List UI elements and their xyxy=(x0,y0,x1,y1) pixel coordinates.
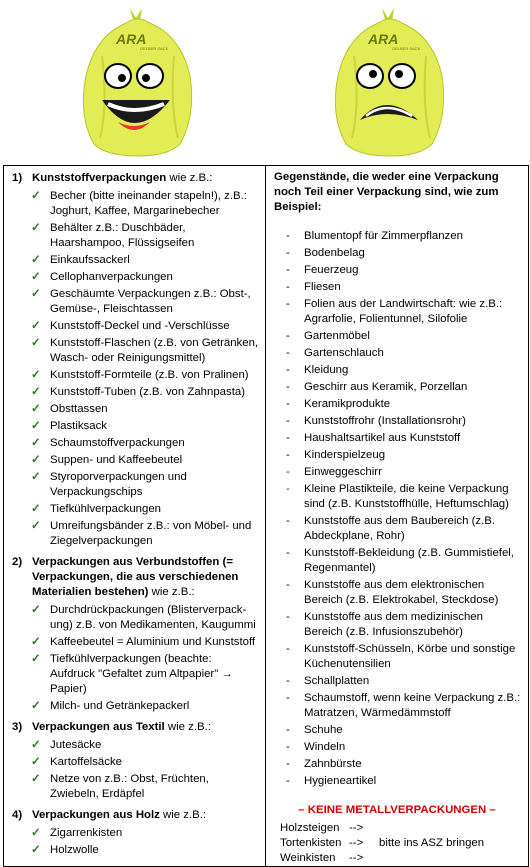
asz-item: Tortenkisten xyxy=(280,837,342,849)
dash-bullet-icon: - xyxy=(286,775,290,787)
asz-arrow: --> xyxy=(349,852,364,864)
list-item-text: Kartoffelsäcke xyxy=(50,756,122,768)
section-number: 3) xyxy=(12,721,23,733)
list-item-text: Kinderspielzeug xyxy=(304,449,386,461)
non-packaging-heading: Gegenstände, die weder eine Verpackung noch Teil einer Verpackung sind, wie zum Beispiel: xyxy=(274,171,499,213)
list-item-text: Kunststoff-Tuben (z.B. von Zahnpasta) xyxy=(50,386,246,398)
list-item-text: Durchdrückpackungen (Blisterverpack-ung) z.B. von Medikamenten, Kaugummi xyxy=(50,604,256,631)
list-item xyxy=(286,229,522,244)
list-item-text: Obsttassen xyxy=(50,403,108,415)
checkmark-icon: ✓ xyxy=(31,653,41,665)
asz-arrow: --> xyxy=(349,822,364,834)
checkmark-icon: ✓ xyxy=(31,288,41,300)
dash-bullet-icon: - xyxy=(286,515,290,527)
list-item xyxy=(31,519,259,549)
asz-row xyxy=(280,821,528,836)
dash-bullet-icon: - xyxy=(286,611,290,623)
list-item xyxy=(286,346,522,361)
asz-arrow: --> xyxy=(349,837,364,849)
dash-bullet-icon: - xyxy=(286,758,290,770)
list-item xyxy=(286,482,522,512)
sad-yellow-bag-illustration xyxy=(330,6,450,158)
dash-bullet-icon: - xyxy=(286,230,290,242)
list-item xyxy=(286,363,522,378)
list-item-text: Cellophanverpackungen xyxy=(50,271,173,283)
list-item-text: Kunststoff-Deckel und -Verschlüsse xyxy=(50,320,230,332)
list-item xyxy=(286,246,522,261)
list-item-text: Gartenmöbel xyxy=(304,330,370,342)
list-item-text: Zigarrenkisten xyxy=(50,827,123,839)
list-item-text: Gartenschlauch xyxy=(304,347,384,359)
list-item-text: Schallplatten xyxy=(304,675,370,687)
list-item xyxy=(286,757,522,772)
list-item-text: Schaumstoffverpackungen xyxy=(50,437,185,449)
section-title xyxy=(32,720,261,735)
packaging-item-list xyxy=(4,603,265,714)
checkmark-icon: ✓ xyxy=(31,471,41,483)
dash-bullet-icon: - xyxy=(286,347,290,359)
list-item-text: Bodenbelag xyxy=(304,247,365,259)
list-item xyxy=(286,691,522,721)
dash-bullet-icon: - xyxy=(286,330,290,342)
dash-bullet-icon: - xyxy=(286,281,290,293)
list-item xyxy=(31,270,259,285)
packaging-section xyxy=(4,171,265,186)
list-item xyxy=(286,774,522,789)
checkmark-icon: ✓ xyxy=(31,190,41,202)
dash-bullet-icon: - xyxy=(286,432,290,444)
bag-brand-text: ARA xyxy=(368,31,399,47)
dash-bullet-icon: - xyxy=(286,692,290,704)
section-number: 1) xyxy=(12,172,23,184)
list-item xyxy=(286,610,522,640)
list-item xyxy=(31,336,259,366)
list-item xyxy=(286,448,522,463)
section-heading: Verpackungen aus Verbundstoffen (= Verpackungen, die aus verschiedenen Materialien bestehen) xyxy=(32,556,239,598)
list-item-text: Haushaltsartikel aus Kunststoff xyxy=(304,432,461,444)
checkmark-icon: ✓ xyxy=(31,604,41,616)
checkmark-icon: ✓ xyxy=(31,403,41,415)
list-item-text: Milch- und Getränkepackerl xyxy=(50,700,190,712)
packaging-item-list xyxy=(4,826,265,858)
list-item xyxy=(31,189,259,219)
checkmark-icon: ✓ xyxy=(31,844,41,856)
checkmark-icon: ✓ xyxy=(31,773,41,785)
list-item xyxy=(286,297,522,327)
checkmark-icon: ✓ xyxy=(31,756,41,768)
list-item-text: Kunststoff-Formteile (z.B. von Pralinen) xyxy=(50,369,249,381)
list-item xyxy=(31,603,259,633)
asz-row xyxy=(280,836,528,851)
checkmark-icon: ✓ xyxy=(31,320,41,332)
checkmark-icon: ✓ xyxy=(31,503,41,515)
checkmark-icon: ✓ xyxy=(31,222,41,234)
asz-row xyxy=(280,851,528,866)
list-item xyxy=(286,674,522,689)
list-item xyxy=(31,772,259,802)
list-item xyxy=(31,368,259,383)
dash-bullet-icon: - xyxy=(286,247,290,259)
list-item-text: Umreifungsbänder z.B.: von Möbel- und Ziegelverpackungen xyxy=(50,520,252,547)
checkmark-icon: ✓ xyxy=(31,386,41,398)
packaging-item-list xyxy=(4,738,265,802)
packaging-section xyxy=(4,720,265,735)
dash-bullet-icon: - xyxy=(286,483,290,495)
list-item xyxy=(31,502,259,517)
list-item-text: Behälter z.B.: Duschbäder, Haarshampoo, Flüssigseifen xyxy=(50,222,195,249)
section-number: 2) xyxy=(12,556,23,568)
checkmark-icon: ✓ xyxy=(31,420,41,432)
bag-fine-print: GELBER SACK xyxy=(392,46,421,51)
section-heading-suffix: wie z.B.: xyxy=(148,586,195,598)
list-item-text: Fliesen xyxy=(304,281,341,293)
list-item xyxy=(31,221,259,251)
checkmark-icon: ✓ xyxy=(31,739,41,751)
dash-bullet-icon: - xyxy=(286,579,290,591)
list-item-text: Blumentopf für Zimmerpflanzen xyxy=(304,230,463,242)
bag-brand-text: ARA xyxy=(116,31,147,47)
section-heading: Kunststoffverpackungen xyxy=(32,172,167,184)
checkmark-icon: ✓ xyxy=(31,271,41,283)
list-item xyxy=(286,465,522,480)
checkmark-icon: ✓ xyxy=(31,454,41,466)
list-item-text: Keramikprodukte xyxy=(304,398,391,410)
list-item-text: Tiefkühlverpackungen (beachte: Aufdruck "Gefaltet zum Altpapier" → Papier) xyxy=(50,653,233,695)
list-item-text: Tiefkühlverpackungen xyxy=(50,503,162,515)
list-item xyxy=(31,826,259,841)
list-item xyxy=(31,755,259,770)
list-item-text: Einkaufssackerl xyxy=(50,254,130,266)
list-item xyxy=(286,263,522,278)
section-heading-suffix: wie z.B.: xyxy=(159,809,207,821)
packaging-sections xyxy=(4,171,265,858)
list-item-text: Geschäumte Verpackungen z.B.: Obst-, Gemüse-, Fleischtassen xyxy=(50,288,251,315)
list-item-text: Kunststoffe aus dem medizinischen Bereich (z.B. Infusionszubehör) xyxy=(304,611,483,638)
dash-bullet-icon: - xyxy=(286,675,290,687)
list-item-text: Schuhe xyxy=(304,724,343,736)
list-item xyxy=(286,414,522,429)
list-item-text: Jutesäcke xyxy=(50,739,102,751)
list-item-text: Suppen- und Kaffeebeutel xyxy=(50,454,183,466)
non-packaging-column xyxy=(266,166,529,867)
list-item xyxy=(286,397,522,412)
dash-bullet-icon: - xyxy=(286,381,290,393)
list-item xyxy=(31,402,259,417)
list-item-text: Folien aus der Landwirtschaft: wie z.B.: Agrarfolie, Folientunnel, Silofolie xyxy=(304,298,503,325)
list-item-text: Schaumstoff, wenn keine Verpackung z.B.: Matratzen, Wärmedämmstoff xyxy=(304,692,521,719)
list-item xyxy=(31,635,259,650)
packaging-section xyxy=(4,808,265,823)
list-item xyxy=(31,843,259,858)
dash-bullet-icon: - xyxy=(286,398,290,410)
list-item xyxy=(31,470,259,500)
list-item xyxy=(286,431,522,446)
list-item-text: Kunststoffe aus dem Baubereich (z.B. Abdeckplane, Rohr) xyxy=(304,515,496,542)
packaging-section xyxy=(4,555,265,600)
list-item-text: Kleidung xyxy=(304,364,349,376)
checkmark-icon: ✓ xyxy=(31,636,41,648)
happy-yellow-bag-illustration xyxy=(78,6,198,158)
no-metal-packaging-warning: – KEINE METALLVERPACKUNGEN – xyxy=(298,804,496,816)
list-item xyxy=(286,740,522,755)
section-title xyxy=(32,555,261,600)
section-heading-suffix: wie z.B.: xyxy=(166,172,213,184)
checkmark-icon: ✓ xyxy=(31,337,41,349)
dash-bullet-icon: - xyxy=(286,449,290,461)
checkmark-icon: ✓ xyxy=(31,827,41,839)
dash-bullet-icon: - xyxy=(286,741,290,753)
list-item-text: Kunststoffrohr (Installationsrohr) xyxy=(304,415,466,427)
list-item xyxy=(31,699,259,714)
list-item xyxy=(286,514,522,544)
checkmark-icon: ✓ xyxy=(31,700,41,712)
asz-drop-off-list xyxy=(280,821,528,866)
section-heading-suffix: wie z.B.: xyxy=(164,721,211,733)
dash-bullet-icon: - xyxy=(286,264,290,276)
list-item-text: Styroporverpackungen und Verpackungschips xyxy=(50,471,187,498)
list-item-text: Plastiksack xyxy=(50,420,107,432)
list-item-text: Kaffeebeutel = Aluminium und Kunststoff xyxy=(50,636,256,648)
sorting-guide-table xyxy=(3,165,529,867)
list-item xyxy=(286,642,522,672)
list-item-text: Windeln xyxy=(304,741,346,753)
section-title xyxy=(32,171,261,186)
list-item xyxy=(31,253,259,268)
list-item-text: Hygieneartikel xyxy=(304,775,377,787)
list-item xyxy=(286,280,522,295)
list-item-text: Geschirr aus Keramik, Porzellan xyxy=(304,381,468,393)
dash-bullet-icon: - xyxy=(286,298,290,310)
checkmark-icon: ✓ xyxy=(31,437,41,449)
checkmark-icon: ✓ xyxy=(31,369,41,381)
section-title xyxy=(32,808,261,823)
non-packaging-list xyxy=(266,229,528,789)
list-item-text: Kunststoffe aus dem elektronischen Bereich (z.B. Elektrokabel, Steckdose) xyxy=(304,579,499,606)
list-item xyxy=(31,385,259,400)
list-item-text: Kleine Plastikteile, die keine Verpackung sind (z.B. Kunststoffhülle, Heftumschlag) xyxy=(304,483,509,510)
list-item-text: Becher (bitte ineinander stapeln!), z.B.: Joghurt, Kaffee, Margarinebecher xyxy=(50,190,247,217)
asz-destination: bitte ins ASZ bringen xyxy=(379,837,485,849)
list-item xyxy=(31,419,259,434)
dash-bullet-icon: - xyxy=(286,364,290,376)
dash-bullet-icon: - xyxy=(286,415,290,427)
dash-bullet-icon: - xyxy=(286,466,290,478)
section-heading: Verpackungen aus Holz xyxy=(32,809,160,821)
allowed-packaging-column xyxy=(4,166,266,867)
list-item xyxy=(286,329,522,344)
list-item xyxy=(31,319,259,334)
list-item-text: Netze von z.B.: Obst, Früchten, Zwiebeln, Erdäpfel xyxy=(50,773,209,800)
list-item xyxy=(286,546,522,576)
asz-item: Holzsteigen xyxy=(280,822,340,834)
asz-item: Weinkisten xyxy=(280,852,336,864)
list-item xyxy=(31,287,259,317)
list-item xyxy=(286,380,522,395)
list-item-text: Kunststoff-Bekleidung (z.B. Gummistiefel, Regenmantel) xyxy=(304,547,514,574)
bag-fine-print: GELBER SACK xyxy=(140,46,169,51)
list-item xyxy=(31,453,259,468)
list-item-text: Feuerzeug xyxy=(304,264,359,276)
list-item-text: Kunststoff-Flaschen (z.B. von Getränken, Wasch- oder Reinigungsmittel) xyxy=(50,337,259,364)
list-item xyxy=(286,578,522,608)
list-item-text: Einweggeschirr xyxy=(304,466,382,478)
section-number: 4) xyxy=(12,809,23,821)
list-item-text: Holzwolle xyxy=(50,844,99,856)
mascot-bags xyxy=(0,0,530,163)
list-item-text: Zahnbürste xyxy=(304,758,362,770)
list-item xyxy=(31,436,259,451)
dash-bullet-icon: - xyxy=(286,724,290,736)
checkmark-icon: ✓ xyxy=(31,254,41,266)
packaging-item-list xyxy=(4,189,265,549)
list-item xyxy=(31,652,259,697)
list-item-text: Kunststoff-Schüsseln, Körbe und sonstige Küchenutensilien xyxy=(304,643,516,670)
section-heading: Verpackungen aus Textil xyxy=(32,721,165,733)
dash-bullet-icon: - xyxy=(286,547,290,559)
checkmark-icon: ✓ xyxy=(31,520,41,532)
list-item xyxy=(31,738,259,753)
dash-bullet-icon: - xyxy=(286,643,290,655)
list-item xyxy=(286,723,522,738)
